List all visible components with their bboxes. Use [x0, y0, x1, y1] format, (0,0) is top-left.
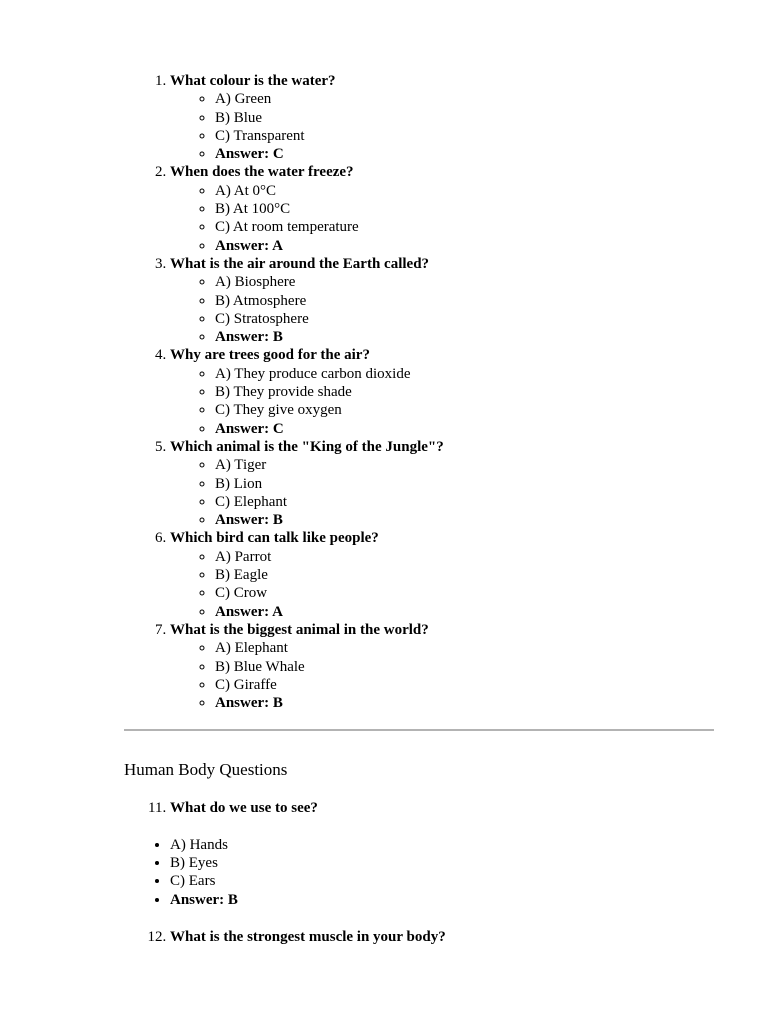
option-item: ◦ C) They give oxygen — [215, 401, 714, 419]
question-text: Which bird can talk like people? — [170, 530, 379, 547]
answer-item: ◦ Answer: A — [215, 603, 714, 621]
section-divider — [124, 729, 714, 731]
option-item: ◦ A) They produce carbon dioxide — [215, 365, 714, 383]
option-item: ◦ C) Elephant — [215, 493, 714, 511]
options-list — [170, 273, 714, 346]
option-item: • C) Ears — [170, 872, 714, 890]
option-item: ◦ B) Lion — [215, 475, 714, 493]
option-item: ◦ A) Parrot — [215, 548, 714, 566]
option-item: • B) Eyes — [170, 854, 714, 872]
answer-item: ◦ Answer: A — [215, 237, 714, 255]
option-item: ◦ B) Atmosphere — [215, 292, 714, 310]
answer-item: ◦ Answer: B — [215, 694, 714, 712]
answer-item: ◦ Answer: C — [215, 145, 714, 163]
option-item: ◦ A) Elephant — [215, 639, 714, 657]
question-item — [170, 346, 714, 437]
question-text: What is the strongest muscle in your body? — [170, 928, 446, 945]
option-item: ◦ B) Blue — [215, 109, 714, 127]
answer-item: ◦ Answer: B — [215, 328, 714, 346]
option-item: ◦ C) Stratosphere — [215, 310, 714, 328]
options-list — [124, 836, 714, 909]
option-item: • A) Hands — [170, 836, 714, 854]
option-item: ◦ C) Crow — [215, 584, 714, 602]
options-list — [170, 456, 714, 529]
quiz-list — [124, 72, 714, 712]
question-text: What is the biggest animal in the world? — [170, 621, 429, 638]
question-12-list — [124, 928, 714, 946]
answer-item: ◦ Answer: C — [215, 420, 714, 438]
option-item: ◦ A) At 0°C — [215, 182, 714, 200]
option-item: ◦ B) Blue Whale — [215, 658, 714, 676]
question-item — [170, 928, 714, 946]
section-heading: Human Body Questions — [124, 760, 288, 780]
option-item: ◦ C) Transparent — [215, 127, 714, 145]
option-item: ◦ C) At room temperature — [215, 218, 714, 236]
question-item — [170, 529, 714, 620]
question-text: When does the water freeze? — [170, 164, 354, 181]
question-text: What colour is the water? — [170, 73, 336, 89]
answer-item: ◦ Answer: B — [215, 511, 714, 529]
question-11-list — [124, 799, 714, 817]
option-item: ◦ B) Eagle — [215, 566, 714, 584]
question-text: Why are trees good for the air? — [170, 347, 370, 364]
options-list — [170, 365, 714, 438]
question-item — [170, 621, 714, 712]
options-list — [170, 639, 714, 712]
question-item — [170, 799, 714, 817]
question-item — [170, 163, 714, 254]
question-item — [170, 72, 714, 163]
question-item — [170, 438, 714, 529]
question-text: Which animal is the "King of the Jungle"? — [170, 438, 444, 455]
option-item: ◦ A) Biosphere — [215, 273, 714, 291]
option-item: ◦ B) They provide shade — [215, 383, 714, 401]
option-item: ◦ A) Tiger — [215, 456, 714, 474]
options-list — [170, 548, 714, 621]
question-text: What is the air around the Earth called? — [170, 255, 430, 272]
question-text: What do we use to see? — [170, 800, 318, 817]
options-list — [170, 90, 714, 163]
question-item — [170, 255, 714, 346]
options-list — [170, 182, 714, 255]
option-item: ◦ B) At 100°C — [215, 200, 714, 218]
option-item: ◦ A) Green — [215, 90, 714, 108]
option-item: ◦ C) Giraffe — [215, 676, 714, 694]
answer-item: • Answer: B — [170, 891, 714, 909]
